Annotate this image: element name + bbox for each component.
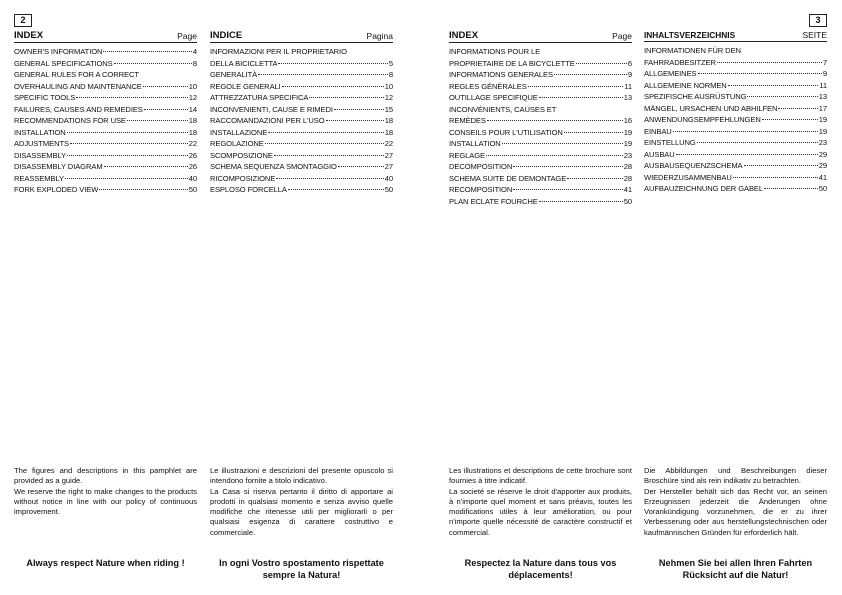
index-entry-label: INFORMAZIONI PER IL PROPRIETARIO	[210, 47, 347, 56]
index-header	[644, 30, 827, 42]
index-entry-page: 9	[822, 69, 827, 78]
dot-leader	[778, 108, 817, 109]
index-header	[14, 30, 197, 43]
motto-english: Always respect Nature when riding !	[26, 558, 185, 568]
index-entry	[14, 104, 197, 116]
dot-leader	[733, 177, 818, 178]
index-entry-page: 18	[384, 116, 393, 125]
index-entry	[644, 160, 827, 172]
dot-leader	[127, 120, 188, 121]
index-entry-label: REGOLE GENERALI	[210, 81, 281, 91]
index-entry-page: 13	[818, 92, 827, 101]
index-entry	[14, 58, 197, 70]
index-entries	[449, 46, 632, 207]
index-entry-page: 11	[624, 81, 632, 91]
index-entry	[210, 92, 393, 104]
page-column-label: SEITE	[802, 30, 827, 40]
index-entry-page: 7	[822, 57, 827, 67]
index-entries	[644, 45, 827, 195]
index-entry	[210, 173, 393, 185]
index-entry	[644, 80, 827, 92]
index-entry	[210, 150, 393, 162]
index-entry-page: 12	[384, 93, 393, 102]
index-entry-page: 27	[384, 150, 393, 160]
dot-leader	[309, 97, 383, 98]
index-entry-label: SPECIFIC TOOLS	[14, 93, 76, 102]
dot-leader	[486, 155, 623, 156]
index-column-french	[449, 30, 632, 207]
index-entry	[210, 161, 393, 173]
dot-leader	[567, 178, 623, 179]
dot-leader	[334, 109, 384, 110]
index-column-german	[644, 30, 827, 195]
dot-leader	[76, 97, 188, 98]
index-entry-page: 9	[627, 70, 632, 79]
index-entry-label: FAILURES, CAUSES AND REMEDIES	[14, 104, 143, 114]
index-entry	[449, 46, 632, 58]
index-entry-label: RICOMPOSIZIONE	[210, 173, 276, 183]
index-entry-page: 10	[188, 81, 197, 91]
index-entry-label: REGOLAZIONE	[210, 139, 264, 148]
index-entry	[14, 173, 197, 185]
dot-leader	[144, 109, 188, 110]
dot-leader	[564, 132, 623, 133]
dot-leader	[274, 155, 384, 156]
dot-leader	[697, 142, 818, 143]
index-entry	[449, 69, 632, 81]
index-entry-label: PLAN ECLATE FOURCHE	[449, 196, 538, 206]
index-entry	[449, 115, 632, 127]
dot-leader	[513, 166, 622, 167]
dot-leader	[276, 178, 383, 179]
disclaimer-french	[449, 466, 632, 538]
index-entry	[449, 92, 632, 104]
dot-leader	[717, 62, 822, 63]
index-entry	[644, 126, 827, 138]
index-entry-label: SPEZIFISCHE AUSRÜSTUNG	[644, 92, 747, 101]
disclaimer-line: La Casa si riserva pertanto il diritto di apportare ai prodotti in qualsiasi momento e senza avviso quelle modifiche che ritenesse utili per migliorarli o per qualsiasi esigenza di carattere costruttivo e commerciale.	[210, 486, 393, 537]
dot-leader	[676, 154, 818, 155]
dot-leader	[258, 74, 388, 75]
index-entry-page: 29	[818, 149, 827, 159]
index-entry-label: FORK EXPLODED VIEW	[14, 185, 99, 194]
dot-leader	[278, 63, 387, 64]
index-entry	[644, 45, 827, 57]
index-entry-label: ALLGEMEINES	[644, 69, 697, 78]
index-entry-label: GENERAL SPECIFICATIONS	[14, 58, 113, 68]
index-entry-page: 14	[188, 104, 197, 114]
index-entry-label: FAHRRADBESITZER	[644, 57, 716, 67]
index-entry-label: ANWENDUNGSEMPFEHLUNGEN	[644, 115, 761, 124]
index-entry-page: 50	[623, 196, 632, 206]
index-entry	[644, 137, 827, 149]
index-entry	[210, 46, 393, 58]
dot-leader	[104, 166, 188, 167]
index-entry-page: 26	[188, 162, 197, 171]
index-entry-label: MÄNGEL, URSACHEN UND ABHILFEN	[644, 103, 778, 113]
index-entry	[210, 58, 393, 70]
dot-leader	[762, 119, 818, 120]
dot-leader	[65, 178, 188, 179]
index-entry-label: DELLA BICICLETTA	[210, 58, 278, 68]
dot-leader	[539, 97, 623, 98]
dot-leader	[326, 120, 384, 121]
index-entry-label: REGLES GÉNÉRALES	[449, 81, 527, 91]
index-entry-page: 8	[192, 58, 197, 68]
index-entry	[449, 150, 632, 162]
index-entry-page: 22	[384, 139, 393, 148]
dot-leader	[143, 86, 188, 87]
dot-leader	[268, 132, 384, 133]
index-entry-label: INCONVÉNIENTS, CAUSES ET	[449, 104, 557, 114]
dot-leader	[265, 143, 384, 144]
index-entry-page: 17	[818, 103, 827, 113]
disclaimer-line: Les illustrations et descriptions de cette brochure sont fournies à titre indicatif.	[449, 466, 632, 486]
disclaimer-line: Der Hersteller behält sich das Recht vor, an seinen Erzeugnissen jederzeit die Änderungen ohne Vorankündigung vorzunehmen, die er zu ihrer Verbesserung oder aus herstellungstechnischen oder kaufmännischen Gründen für erforderlich hält.	[644, 486, 827, 537]
dot-leader	[747, 96, 817, 97]
motto-italian: In ogni Vostro spostamento rispettate sempre la Natura!	[219, 558, 384, 580]
index-entry	[14, 184, 197, 196]
index-entry-label: INFORMATIONS POUR LE	[449, 47, 541, 56]
index-entry-label: OVERHAULING AND MAINTENANCE	[14, 81, 142, 91]
index-entries	[210, 46, 393, 196]
index-entry	[449, 58, 632, 70]
index-entry-label: INSTALLATION	[14, 127, 66, 137]
dot-leader	[698, 73, 822, 74]
dot-leader	[744, 165, 818, 166]
index-entry-page: 8	[388, 70, 393, 79]
disclaimer-line: La societé se réserve le droit d'apporter aux produits, à n'importe quel moment et sans préavis, toutes les modifications utiles à leur amélioration, ou pour n'importe quelle nécessité de caractère constructif et commercial.	[449, 486, 632, 537]
disclaimer-line: The figures and descriptions in this pamphlet are provided as a guide.	[14, 466, 197, 486]
index-entry	[210, 104, 393, 116]
dot-leader	[487, 120, 623, 121]
index-entry-page: 41	[623, 185, 632, 194]
index-entry-label: DECOMPOSITION	[449, 162, 513, 171]
dot-leader	[70, 143, 188, 144]
disclaimer-english	[14, 466, 197, 517]
dot-leader	[576, 63, 627, 64]
index-entry-label: DISASSEMBLY	[14, 150, 66, 160]
index-entry-page: 41	[818, 172, 827, 182]
dot-leader	[528, 86, 624, 87]
page-column-label: Pagina	[366, 31, 393, 41]
index-column-italian	[210, 30, 393, 196]
index-entry-page: 15	[384, 104, 393, 114]
index-entry-page: 29	[818, 161, 827, 170]
dot-leader	[764, 188, 818, 189]
index-entry-page: 4	[192, 47, 197, 56]
index-entry-label: GENERAL RULES FOR A CORRECT	[14, 70, 139, 79]
index-entry-page: 5	[388, 58, 393, 68]
dot-leader	[539, 201, 623, 202]
index-title: INDEX	[449, 30, 479, 41]
index-entry-label: ALLGEMEINE NORMEN	[644, 80, 727, 90]
index-entry-page: 23	[818, 138, 827, 147]
index-entry	[210, 127, 393, 139]
motto-german: Nehmen Sie bei allen Ihren Fahrten Rücksicht auf die Natur!	[658, 558, 813, 580]
index-entry	[14, 69, 197, 81]
index-entry-page: 40	[384, 173, 393, 183]
index-entry-page: 19	[818, 126, 827, 136]
index-entry	[644, 91, 827, 103]
index-entry-label: GENERALITÀ	[210, 70, 258, 79]
dot-leader	[282, 86, 384, 87]
index-entry-label: OUTILLAGE SPECIFIQUE	[449, 93, 538, 102]
index-column-english	[14, 30, 197, 196]
page-number-left: 2	[14, 14, 32, 27]
index-entry	[644, 183, 827, 195]
dot-leader	[114, 63, 192, 64]
index-entry-label: ESPLOSO FORCELLA	[210, 185, 287, 194]
index-entry	[14, 138, 197, 150]
page-column-label: Page	[612, 31, 632, 41]
index-entry-page: 28	[623, 173, 632, 183]
disclaimer-german	[644, 466, 827, 538]
index-entry-page: 19	[623, 127, 632, 137]
index-entry-page: 19	[818, 115, 827, 124]
index-entry-label: SCOMPOSIZIONE	[210, 150, 273, 160]
index-entry	[449, 81, 632, 93]
index-entry-label: DISASSEMBLY DIAGRAM	[14, 162, 103, 171]
dot-leader	[67, 132, 188, 133]
index-entry-label: EINBAU	[644, 126, 672, 136]
index-entry-page: 16	[623, 116, 632, 125]
index-entry	[449, 104, 632, 116]
index-entry	[210, 138, 393, 150]
index-entry	[210, 184, 393, 196]
index-title: INDEX	[14, 30, 44, 41]
dot-leader	[99, 189, 187, 190]
index-entry	[644, 149, 827, 161]
index-entry-page: 27	[384, 162, 393, 171]
dot-leader	[103, 51, 191, 52]
index-entry-page: 19	[623, 139, 632, 148]
index-entry-label: INFORMATIONEN FÜR DEN	[644, 46, 741, 55]
index-entries	[14, 46, 197, 196]
disclaimer-line: We reserve the right to make changes to the products without notice in line with our policy of continuous improvement.	[14, 486, 197, 517]
disclaimer-line: Le illustrazioni e descrizioni del presente opuscolo si intendono fornite a titolo indicativo.	[210, 466, 393, 486]
index-entry	[210, 81, 393, 93]
index-entry	[644, 103, 827, 115]
index-entry-label: INSTALLATION	[449, 139, 501, 148]
index-entry	[449, 184, 632, 196]
index-entry-label: AUFBAUZEICHNUNG DER GABEL	[644, 184, 764, 193]
index-entry	[449, 138, 632, 150]
index-entry	[210, 115, 393, 127]
index-entry-page: 22	[188, 139, 197, 148]
index-entry	[449, 161, 632, 173]
dot-leader	[513, 189, 622, 190]
index-entry-label: REMÈDES	[449, 116, 486, 125]
index-entry-page: 6	[627, 58, 632, 68]
index-entry	[644, 68, 827, 80]
index-entry-label: INSTALLAZIONE	[210, 127, 268, 137]
index-entry-label: RACCOMANDAZIONI PER L'USO	[210, 116, 325, 125]
index-title: INHALTSVERZEICHNIS	[644, 30, 736, 40]
index-entry-label: AUSBAUSEQUENZSCHEMA	[644, 161, 743, 170]
index-entry-label: INFORMATIONS GENERALES	[449, 70, 553, 79]
index-entry	[449, 173, 632, 185]
index-entry-label: ATTREZZATURA SPECIFICA	[210, 93, 309, 102]
index-entry	[644, 57, 827, 69]
index-entry	[14, 46, 197, 58]
page-number-right: 3	[809, 14, 827, 27]
index-entry	[14, 81, 197, 93]
dot-leader	[554, 74, 627, 75]
index-entry-page: 13	[623, 93, 632, 102]
dot-leader	[673, 131, 818, 132]
index-entry	[449, 127, 632, 139]
motto-french: Respectez la Nature dans tous vos déplacements!	[464, 558, 617, 580]
index-title: INDICE	[210, 30, 243, 41]
index-entry-page: 18	[188, 116, 197, 125]
index-entry-label: AUSBAU	[644, 149, 675, 159]
index-entry-page: 18	[384, 127, 393, 137]
dot-leader	[67, 155, 188, 156]
index-entry-page: 26	[188, 150, 197, 160]
index-entry-page: 50	[818, 184, 827, 193]
index-entry-page: 28	[623, 162, 632, 171]
index-entry	[644, 172, 827, 184]
disclaimer-line: Die Abbildungen und Beschreibungen dieser Broschüre sind als rein indikativ zu betrachten.	[644, 466, 827, 486]
index-entry-page: 11	[819, 80, 827, 90]
index-entry	[14, 127, 197, 139]
index-entry-page: 40	[188, 173, 197, 183]
index-entry-label: INCONVENIENTI, CAUSE E RIMEDI	[210, 104, 333, 114]
index-entry-page: 50	[188, 185, 197, 194]
index-entry-label: EINSTELLUNG	[644, 138, 696, 147]
index-entry	[449, 196, 632, 208]
index-entry-page: 23	[623, 150, 632, 160]
index-entry	[14, 150, 197, 162]
index-entry-label: ADJUSTMENTS	[14, 139, 70, 148]
index-header	[210, 30, 393, 43]
index-header	[449, 30, 632, 43]
page-column-label: Page	[177, 31, 197, 41]
index-entry-label: SCHEMA SEQUENZA SMONTAGGIO	[210, 162, 337, 171]
index-entry-label: SCHEMA SUITE DE DEMONTAGE	[449, 173, 567, 183]
index-entry-label: PROPRIETAIRE DE LA BICYCLETTE	[449, 58, 575, 68]
index-entry	[14, 92, 197, 104]
index-entry-label: RECOMPOSITION	[449, 185, 513, 194]
index-entry	[644, 114, 827, 126]
dot-leader	[502, 143, 623, 144]
index-entry-page: 50	[384, 185, 393, 194]
index-entry-label: CONSEILS POUR L'UTILISATION	[449, 127, 563, 137]
dot-leader	[288, 189, 384, 190]
index-entry-label: RECOMMENDATIONS FOR USE	[14, 116, 126, 125]
index-entry-page: 10	[384, 81, 393, 91]
index-entry-label: REASSEMBLY	[14, 173, 64, 183]
index-entry-page: 18	[188, 127, 197, 137]
index-entry-label: REGLAGE	[449, 150, 486, 160]
dot-leader	[728, 85, 819, 86]
index-entry	[14, 115, 197, 127]
index-entry-page: 12	[188, 93, 197, 102]
index-entry-label: WIEDERZUSAMMENBAU	[644, 172, 732, 182]
disclaimer-italian	[210, 466, 393, 538]
index-entry-label: OWNER'S INFORMATION	[14, 47, 103, 56]
index-entry	[210, 69, 393, 81]
index-entry	[14, 161, 197, 173]
dot-leader	[338, 166, 384, 167]
